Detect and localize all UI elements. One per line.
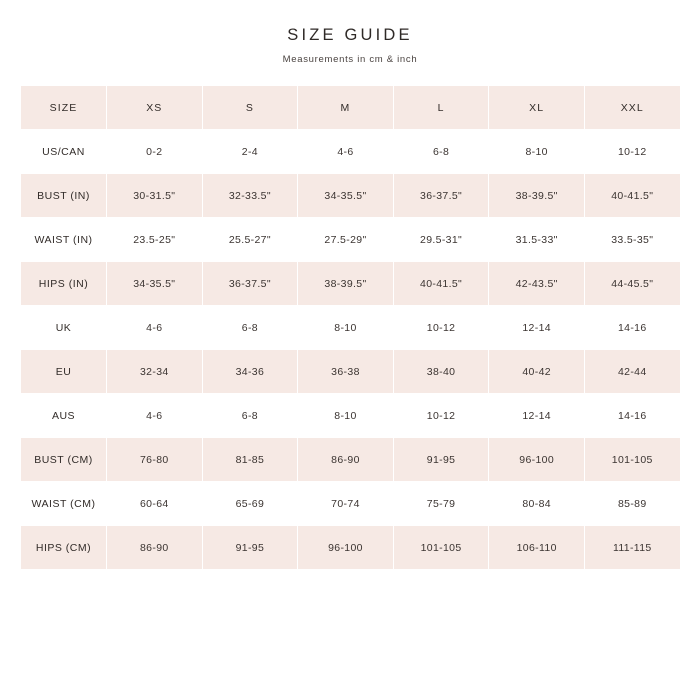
table-cell: 6-8 (393, 130, 489, 174)
table-cell: 10-12 (393, 394, 489, 438)
table-cell: 6-8 (202, 306, 298, 350)
table-row (21, 262, 681, 306)
table-cell: 34-35.5" (107, 262, 203, 306)
table-cell: 34-35.5" (298, 174, 394, 218)
table-cell: 33.5-35" (584, 218, 680, 262)
table-row (21, 394, 681, 438)
table-cell: 42-43.5" (489, 262, 585, 306)
row-label: SIZE (21, 86, 107, 130)
table-cell: 38-40 (393, 350, 489, 394)
table-cell: 12-14 (489, 394, 585, 438)
table-cell: 70-74 (298, 482, 394, 526)
row-label: AUS (21, 394, 107, 438)
table-cell: 8-10 (298, 306, 394, 350)
column-header: XXL (584, 86, 680, 130)
row-label: UK (21, 306, 107, 350)
row-label: WAIST (IN) (21, 218, 107, 262)
table-cell: 34-36 (202, 350, 298, 394)
table-cell: 36-37.5" (202, 262, 298, 306)
table-cell: 6-8 (202, 394, 298, 438)
table-cell: 65-69 (202, 482, 298, 526)
table-cell: 38-39.5" (489, 174, 585, 218)
table-cell: 2-4 (202, 130, 298, 174)
table-cell: 86-90 (298, 438, 394, 482)
table-cell: 23.5-25" (107, 218, 203, 262)
table-row (21, 218, 681, 262)
row-label: EU (21, 350, 107, 394)
table-cell: 25.5-27" (202, 218, 298, 262)
table-cell: 31.5-33" (489, 218, 585, 262)
row-label: US/CAN (21, 130, 107, 174)
table-cell: 60-64 (107, 482, 203, 526)
table-cell: 10-12 (393, 306, 489, 350)
table-cell: 101-105 (393, 526, 489, 570)
table-cell: 75-79 (393, 482, 489, 526)
table-cell: 30-31.5" (107, 174, 203, 218)
column-header: L (393, 86, 489, 130)
size-chart-container (20, 85, 680, 570)
page-title: SIZE GUIDE (287, 26, 413, 44)
row-label: HIPS (IN) (21, 262, 107, 306)
table-cell: 4-6 (107, 306, 203, 350)
table-cell: 80-84 (489, 482, 585, 526)
table-cell: 101-105 (584, 438, 680, 482)
table-cell: 91-95 (393, 438, 489, 482)
table-row (21, 306, 681, 350)
table-cell: 40-41.5" (393, 262, 489, 306)
table-cell: 36-37.5" (393, 174, 489, 218)
table-cell: 96-100 (489, 438, 585, 482)
table-row (21, 130, 681, 174)
table-header-row (21, 86, 681, 130)
table-cell: 14-16 (584, 394, 680, 438)
row-label: WAIST (CM) (21, 482, 107, 526)
table-row (21, 482, 681, 526)
table-cell: 36-38 (298, 350, 394, 394)
table-cell: 0-2 (107, 130, 203, 174)
table-cell: 76-80 (107, 438, 203, 482)
row-label: BUST (IN) (21, 174, 107, 218)
column-header: XS (107, 86, 203, 130)
page-header (0, 0, 700, 65)
table-cell: 96-100 (298, 526, 394, 570)
size-chart-table (20, 85, 681, 570)
table-cell: 91-95 (202, 526, 298, 570)
table-cell: 40-41.5" (584, 174, 680, 218)
page-subtitle: Measurements in cm & inch (282, 54, 418, 65)
table-cell: 106-110 (489, 526, 585, 570)
table-cell: 8-10 (489, 130, 585, 174)
table-cell: 10-12 (584, 130, 680, 174)
table-row (21, 438, 681, 482)
table-cell: 32-33.5" (202, 174, 298, 218)
row-label: HIPS (CM) (21, 526, 107, 570)
table-row (21, 174, 681, 218)
column-header: M (298, 86, 394, 130)
size-chart-body (21, 86, 681, 570)
table-cell: 40-42 (489, 350, 585, 394)
table-cell: 86-90 (107, 526, 203, 570)
column-header: S (202, 86, 298, 130)
table-cell: 4-6 (298, 130, 394, 174)
table-cell: 42-44 (584, 350, 680, 394)
table-cell: 111-115 (584, 526, 680, 570)
table-cell: 44-45.5" (584, 262, 680, 306)
table-cell: 8-10 (298, 394, 394, 438)
table-cell: 38-39.5" (298, 262, 394, 306)
column-header: XL (489, 86, 585, 130)
row-label: BUST (CM) (21, 438, 107, 482)
table-cell: 12-14 (489, 306, 585, 350)
table-cell: 14-16 (584, 306, 680, 350)
table-cell: 27.5-29" (298, 218, 394, 262)
table-cell: 29.5-31" (393, 218, 489, 262)
table-row (21, 526, 681, 570)
table-cell: 81-85 (202, 438, 298, 482)
table-cell: 4-6 (107, 394, 203, 438)
table-cell: 85-89 (584, 482, 680, 526)
table-cell: 32-34 (107, 350, 203, 394)
table-row (21, 350, 681, 394)
